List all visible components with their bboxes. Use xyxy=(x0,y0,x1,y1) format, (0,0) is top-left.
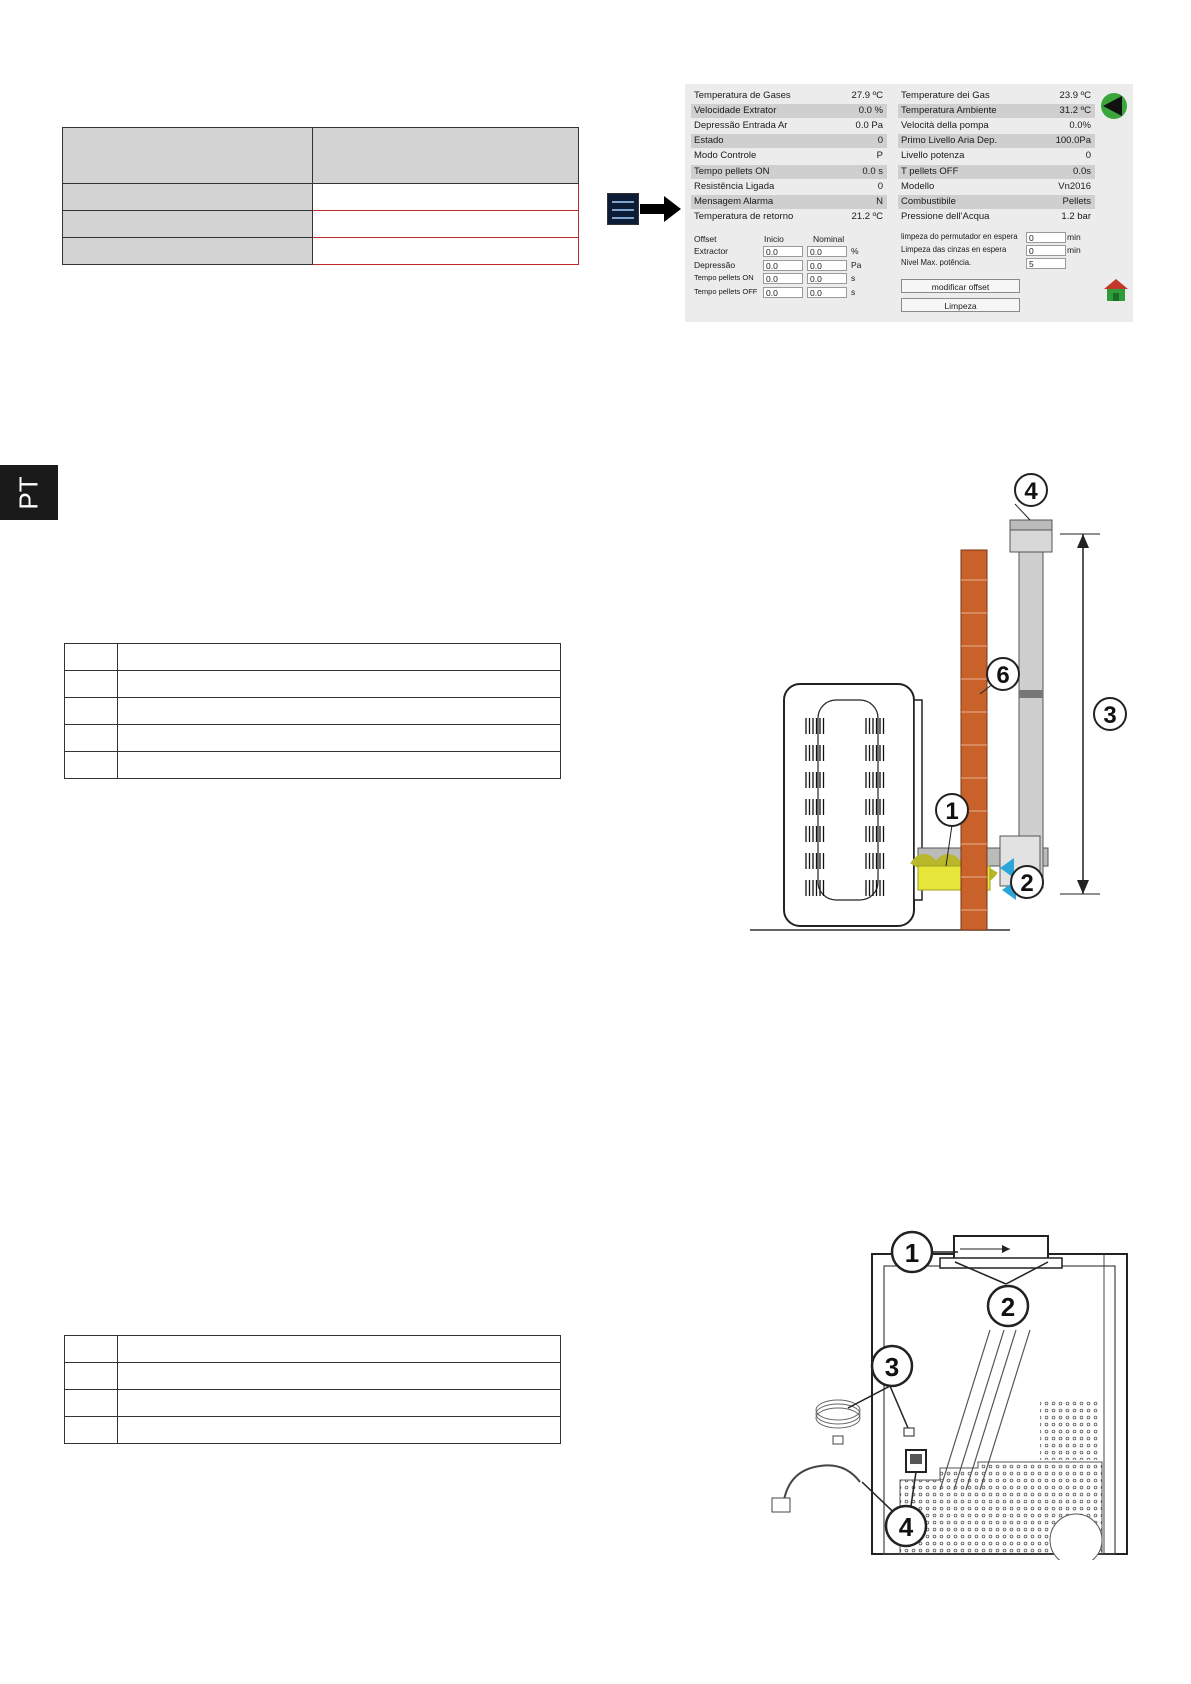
parameter-value: 31.2 ºC xyxy=(1059,105,1091,117)
parameter-value: 0 xyxy=(1085,150,1091,162)
parameter-label: Depressão Entrada Ar xyxy=(694,120,788,132)
reference-table xyxy=(62,127,579,265)
home-icon[interactable] xyxy=(1103,278,1129,302)
cleaning-label: limpeza do permutador en espera xyxy=(901,232,1018,241)
parameter-row xyxy=(898,195,1095,209)
parameter-label: Temperatura de Gases xyxy=(694,90,791,101)
table-cell xyxy=(313,184,579,211)
parameter-row xyxy=(898,165,1095,179)
callout-2: 2 xyxy=(1020,870,1034,897)
parameter-value: P xyxy=(876,150,883,162)
parameter-row xyxy=(898,119,1095,133)
parameters-screen xyxy=(685,84,1133,322)
stove-rear-diagram xyxy=(750,1230,1150,1560)
offset-inicio-field[interactable]: 0.0 xyxy=(763,246,803,257)
language-tab xyxy=(0,465,58,520)
cleaning-button[interactable]: Limpeza xyxy=(901,298,1020,312)
offset-unit: % xyxy=(851,246,859,256)
callout-4: 4 xyxy=(898,1512,914,1542)
flue-installation-diagram xyxy=(740,470,1150,940)
table-cell xyxy=(63,211,313,238)
parameter-value: 27.9 ºC xyxy=(851,90,883,101)
offset-nominal-field[interactable]: 0.0 xyxy=(807,287,847,298)
callout-1: 1 xyxy=(904,1238,920,1268)
offset-unit: s xyxy=(851,273,856,283)
parameter-value: 1.2 bar xyxy=(1061,210,1091,222)
modify-offset-button[interactable]: modificar offset xyxy=(901,279,1020,293)
callout-2: 2 xyxy=(1000,1292,1016,1322)
parameter-label: Velocità della pompa xyxy=(901,120,989,132)
parameter-row xyxy=(898,180,1095,194)
parameter-value: Vn2016 xyxy=(1058,180,1091,192)
offset-col-nominal: Nominal xyxy=(813,234,845,244)
parameter-row xyxy=(898,89,1095,103)
parameter-label: Modello xyxy=(901,180,935,192)
parameter-label: Temperatura Ambiente xyxy=(901,105,997,117)
parameter-value: 0 xyxy=(877,180,883,192)
parameter-row xyxy=(691,119,887,133)
parameter-label: Temperatura de retorno xyxy=(694,210,794,222)
offset-row-label: Tempo pellets ON xyxy=(694,273,754,282)
parameter-label: Estado xyxy=(694,135,724,147)
parameter-label: Pressione dell'Acqua xyxy=(901,210,990,222)
offset-nominal-field[interactable]: 0.0 xyxy=(807,246,847,257)
cleaning-unit: min xyxy=(1067,245,1081,255)
parameter-row xyxy=(691,89,887,103)
parameter-row xyxy=(691,210,887,224)
parameter-value: 0.0 s xyxy=(862,165,883,177)
cleaning-value-field[interactable]: 0 xyxy=(1026,232,1066,243)
offset-title: Offset xyxy=(694,234,717,244)
table-header-cell xyxy=(313,128,579,184)
cleaning-unit: min xyxy=(1067,232,1081,242)
parameter-value: N xyxy=(876,195,883,207)
callout-1: 1 xyxy=(945,798,959,825)
power-level-select[interactable]: 5 xyxy=(1026,258,1066,269)
parameter-value: 0.0 Pa xyxy=(855,120,883,132)
parameter-label: T pellets OFF xyxy=(901,165,959,177)
parameter-row xyxy=(898,210,1095,224)
parameter-row xyxy=(691,180,887,194)
offset-unit: s xyxy=(851,286,856,297)
parameter-label: Livello potenza xyxy=(901,150,965,162)
parameter-row xyxy=(691,104,887,118)
parameter-row xyxy=(691,149,887,163)
parameter-value: 0.0s xyxy=(1073,165,1091,177)
parameter-value: 100.0Pa xyxy=(1055,135,1091,147)
parameter-value: 21.2 ºC xyxy=(851,210,883,222)
parameter-label: Combustibile xyxy=(901,195,956,207)
language-tab-label: PT xyxy=(13,475,44,510)
offset-nominal-field[interactable]: 0.0 xyxy=(807,260,847,271)
parameter-label: Modo Controle xyxy=(694,150,757,162)
parameter-label: Velocidade Extrator xyxy=(694,105,777,117)
parameter-row xyxy=(691,134,887,148)
table-cell xyxy=(63,184,313,211)
callout-3: 3 xyxy=(884,1352,900,1382)
parameter-row xyxy=(898,149,1095,163)
cleaning-label: Limpeza das cinzas en espera xyxy=(901,245,1007,254)
callout-6: 6 xyxy=(996,662,1010,689)
parameter-label: Mensagem Alarma xyxy=(694,195,774,207)
parameter-value: 23.9 ºC xyxy=(1059,90,1091,101)
callout-4: 4 xyxy=(1024,478,1038,505)
parameter-label: Tempo pellets ON xyxy=(694,165,770,177)
parameter-row xyxy=(898,134,1095,148)
cleaning-value-field[interactable]: 0 xyxy=(1026,245,1066,256)
offset-inicio-field[interactable]: 0.0 xyxy=(763,273,803,284)
cleaning-label: Nivel Max. potência. xyxy=(901,258,972,267)
offset-nominal-field[interactable]: 0.0 xyxy=(807,273,847,284)
components-table-1 xyxy=(64,643,561,779)
parameter-value: 0.0% xyxy=(1069,120,1091,132)
parameter-label: Temperature dei Gas xyxy=(901,90,990,101)
offset-col-inicio: Inicio xyxy=(764,234,784,244)
parameter-label: Primo Livello Aria Dep. xyxy=(901,135,998,147)
parameter-row xyxy=(898,104,1095,118)
table-cell xyxy=(63,238,313,265)
components-table-2 xyxy=(64,1335,561,1444)
offset-inicio-field[interactable]: 0.0 xyxy=(763,287,803,298)
table-cell xyxy=(313,238,579,265)
parameter-value: 0 xyxy=(877,135,883,147)
parameter-label: Resistência Ligada xyxy=(694,180,775,192)
offset-row-label: Depressão xyxy=(694,259,736,270)
offset-row-label: Extractor xyxy=(694,246,729,256)
offset-unit: Pa xyxy=(851,259,862,270)
parameter-row xyxy=(691,165,887,179)
device-thumbnail xyxy=(607,193,639,225)
arrow-right-icon xyxy=(640,196,682,222)
offset-row-label: Tempo pellets OFF xyxy=(694,286,758,296)
table-header-cell xyxy=(63,128,313,184)
back-arrow-icon[interactable] xyxy=(1100,92,1128,120)
parameter-value: 0.0 % xyxy=(858,105,883,117)
offset-inicio-field[interactable]: 0.0 xyxy=(763,260,803,271)
parameter-value: Pellets xyxy=(1062,195,1091,207)
callout-3: 3 xyxy=(1103,702,1117,729)
table-cell xyxy=(313,211,579,238)
parameter-row xyxy=(691,195,887,209)
